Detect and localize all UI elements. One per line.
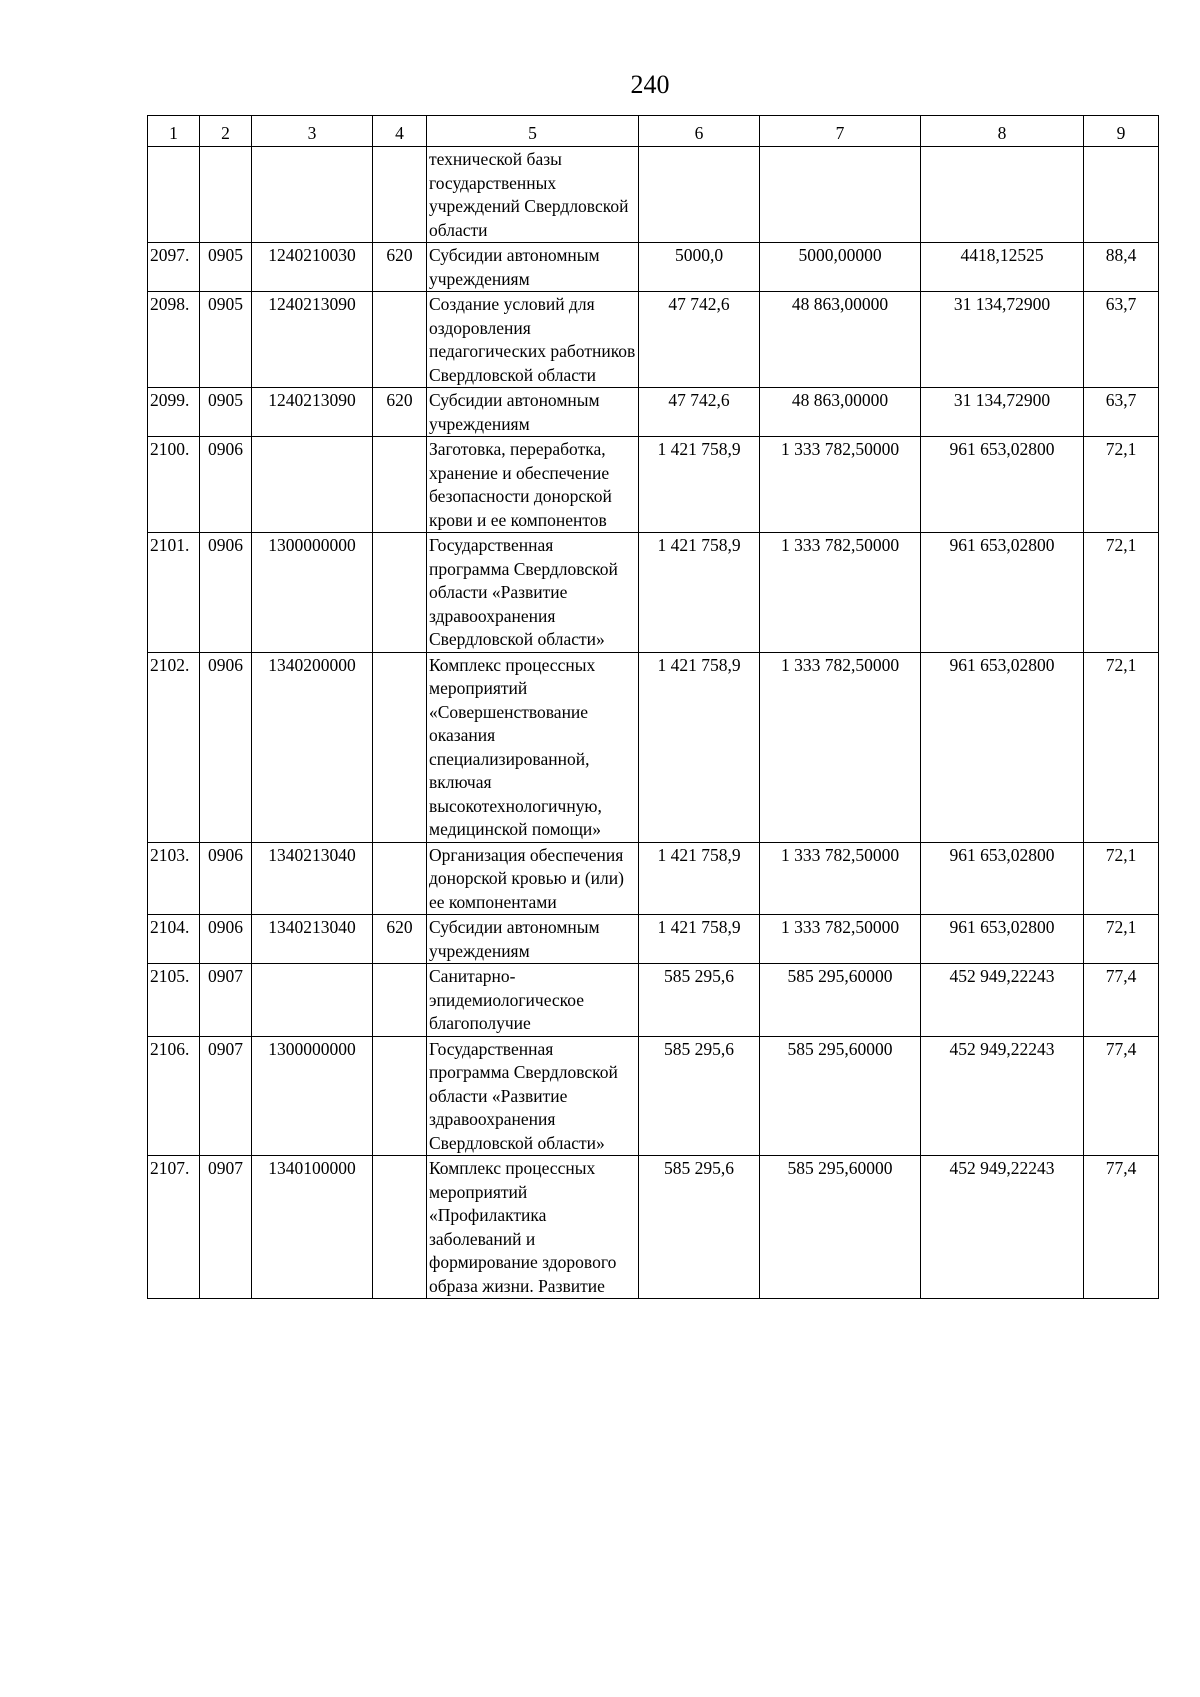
planned-amount: 585 295,6 <box>639 1156 760 1299</box>
section-code: 0906 <box>200 915 252 964</box>
column-header-7: 7 <box>760 116 921 147</box>
table-row <box>148 915 1159 964</box>
column-header-4: 4 <box>373 116 427 147</box>
section-code: 0905 <box>200 243 252 292</box>
table-row <box>148 388 1159 437</box>
expense-type-code: 620 <box>373 388 427 437</box>
execution-percent: 63,7 <box>1084 292 1159 388</box>
table-row <box>148 533 1159 653</box>
section-code: 0906 <box>200 652 252 842</box>
expense-type-code: 620 <box>373 243 427 292</box>
row-number: 2100. <box>148 437 200 533</box>
row-number: 2097. <box>148 243 200 292</box>
execution-percent: 72,1 <box>1084 652 1159 842</box>
refined-amount: 585 295,60000 <box>760 1036 921 1156</box>
column-header-1: 1 <box>148 116 200 147</box>
target-code: 1240213090 <box>252 388 373 437</box>
column-header-5: 5 <box>427 116 639 147</box>
section-code: 0906 <box>200 437 252 533</box>
planned-amount: 1 421 758,9 <box>639 437 760 533</box>
item-name: Государственная программа Свердловской области «Развитие здравоохранения Свердловской области» <box>427 533 639 653</box>
execution-percent: 72,1 <box>1084 842 1159 915</box>
item-name: Заготовка, переработка, хранение и обеспечение безопасности донорской крови и ее компонентов <box>427 437 639 533</box>
expense-type-code <box>373 533 427 653</box>
budget-table <box>147 115 1159 1299</box>
target-code: 1300000000 <box>252 533 373 653</box>
row-number: 2099. <box>148 388 200 437</box>
execution-percent: 77,4 <box>1084 1036 1159 1156</box>
row-number: 2103. <box>148 842 200 915</box>
item-name: Комплекс процессных мероприятий «Профилактика заболеваний и формирование здорового образа жизни. Развитие <box>427 1156 639 1299</box>
item-name: Субсидии автономным учреждениям <box>427 243 639 292</box>
executed-amount: 452 949,22243 <box>921 964 1084 1037</box>
refined-amount: 585 295,60000 <box>760 1156 921 1299</box>
item-name: технической базы государственных учреждений Свердловской области <box>427 147 639 243</box>
execution-percent: 72,1 <box>1084 915 1159 964</box>
row-number: 2106. <box>148 1036 200 1156</box>
column-header-3: 3 <box>252 116 373 147</box>
planned-amount <box>639 147 760 243</box>
refined-amount: 1 333 782,50000 <box>760 842 921 915</box>
target-code: 1340213040 <box>252 842 373 915</box>
executed-amount: 961 653,02800 <box>921 915 1084 964</box>
planned-amount: 1 421 758,9 <box>639 652 760 842</box>
target-code <box>252 437 373 533</box>
execution-percent: 72,1 <box>1084 437 1159 533</box>
target-code: 1240210030 <box>252 243 373 292</box>
refined-amount: 5000,00000 <box>760 243 921 292</box>
target-code: 1300000000 <box>252 1036 373 1156</box>
expense-type-code <box>373 147 427 243</box>
section-code <box>200 147 252 243</box>
row-number: 2104. <box>148 915 200 964</box>
column-header-6: 6 <box>639 116 760 147</box>
executed-amount: 31 134,72900 <box>921 292 1084 388</box>
planned-amount: 1 421 758,9 <box>639 842 760 915</box>
row-number: 2101. <box>148 533 200 653</box>
table-row <box>148 243 1159 292</box>
expense-type-code <box>373 1156 427 1299</box>
execution-percent: 77,4 <box>1084 964 1159 1037</box>
section-code: 0907 <box>200 1156 252 1299</box>
section-code: 0906 <box>200 842 252 915</box>
column-header-9: 9 <box>1084 116 1159 147</box>
refined-amount: 1 333 782,50000 <box>760 533 921 653</box>
execution-percent: 88,4 <box>1084 243 1159 292</box>
header-row <box>148 116 1159 147</box>
item-name: Комплекс процессных мероприятий «Совершенствование оказания специализированной, включая высокотехнологичную, медицинской помощи» <box>427 652 639 842</box>
table-row <box>148 652 1159 842</box>
executed-amount: 961 653,02800 <box>921 652 1084 842</box>
table-row <box>148 1036 1159 1156</box>
item-name: Субсидии автономным учреждениям <box>427 915 639 964</box>
item-name: Санитарно-эпидемиологическое благополучие <box>427 964 639 1037</box>
execution-percent: 72,1 <box>1084 533 1159 653</box>
planned-amount: 1 421 758,9 <box>639 915 760 964</box>
executed-amount: 4418,12525 <box>921 243 1084 292</box>
expense-type-code <box>373 437 427 533</box>
executed-amount: 961 653,02800 <box>921 533 1084 653</box>
table-row <box>148 964 1159 1037</box>
row-number: 2107. <box>148 1156 200 1299</box>
executed-amount: 961 653,02800 <box>921 437 1084 533</box>
refined-amount: 1 333 782,50000 <box>760 437 921 533</box>
expense-type-code: 620 <box>373 915 427 964</box>
executed-amount: 961 653,02800 <box>921 842 1084 915</box>
item-name: Субсидии автономным учреждениям <box>427 388 639 437</box>
table-row <box>148 842 1159 915</box>
expense-type-code <box>373 292 427 388</box>
executed-amount <box>921 147 1084 243</box>
planned-amount: 585 295,6 <box>639 964 760 1037</box>
target-code <box>252 147 373 243</box>
item-name: Создание условий для оздоровления педагогических работников Свердловской области <box>427 292 639 388</box>
refined-amount: 48 863,00000 <box>760 292 921 388</box>
table-body <box>148 147 1159 1299</box>
expense-type-code <box>373 1036 427 1156</box>
table-row <box>148 147 1159 243</box>
planned-amount: 5000,0 <box>639 243 760 292</box>
expense-type-code <box>373 964 427 1037</box>
item-name: Организация обеспечения донорской кровью и (или) ее компонентами <box>427 842 639 915</box>
section-code: 0906 <box>200 533 252 653</box>
item-name: Государственная программа Свердловской области «Развитие здравоохранения Свердловской области» <box>427 1036 639 1156</box>
planned-amount: 1 421 758,9 <box>639 533 760 653</box>
planned-amount: 585 295,6 <box>639 1036 760 1156</box>
table-row <box>148 1156 1159 1299</box>
table-row <box>148 437 1159 533</box>
expense-type-code <box>373 842 427 915</box>
table-row <box>148 292 1159 388</box>
row-number: 2102. <box>148 652 200 842</box>
refined-amount: 1 333 782,50000 <box>760 652 921 842</box>
column-header-8: 8 <box>921 116 1084 147</box>
execution-percent: 77,4 <box>1084 1156 1159 1299</box>
target-code: 1340200000 <box>252 652 373 842</box>
section-code: 0907 <box>200 964 252 1037</box>
expense-type-code <box>373 652 427 842</box>
row-number: 2098. <box>148 292 200 388</box>
executed-amount: 452 949,22243 <box>921 1156 1084 1299</box>
executed-amount: 31 134,72900 <box>921 388 1084 437</box>
section-code: 0905 <box>200 388 252 437</box>
target-code: 1340100000 <box>252 1156 373 1299</box>
section-code: 0905 <box>200 292 252 388</box>
execution-percent <box>1084 147 1159 243</box>
planned-amount: 47 742,6 <box>639 388 760 437</box>
target-code: 1240213090 <box>252 292 373 388</box>
executed-amount: 452 949,22243 <box>921 1036 1084 1156</box>
row-number: 2105. <box>148 964 200 1037</box>
row-number <box>148 147 200 243</box>
refined-amount <box>760 147 921 243</box>
column-header-2: 2 <box>200 116 252 147</box>
refined-amount: 585 295,60000 <box>760 964 921 1037</box>
page-number: 240 <box>630 70 670 99</box>
refined-amount: 48 863,00000 <box>760 388 921 437</box>
execution-percent: 63,7 <box>1084 388 1159 437</box>
target-code: 1340213040 <box>252 915 373 964</box>
refined-amount: 1 333 782,50000 <box>760 915 921 964</box>
target-code <box>252 964 373 1037</box>
section-code: 0907 <box>200 1036 252 1156</box>
planned-amount: 47 742,6 <box>639 292 760 388</box>
